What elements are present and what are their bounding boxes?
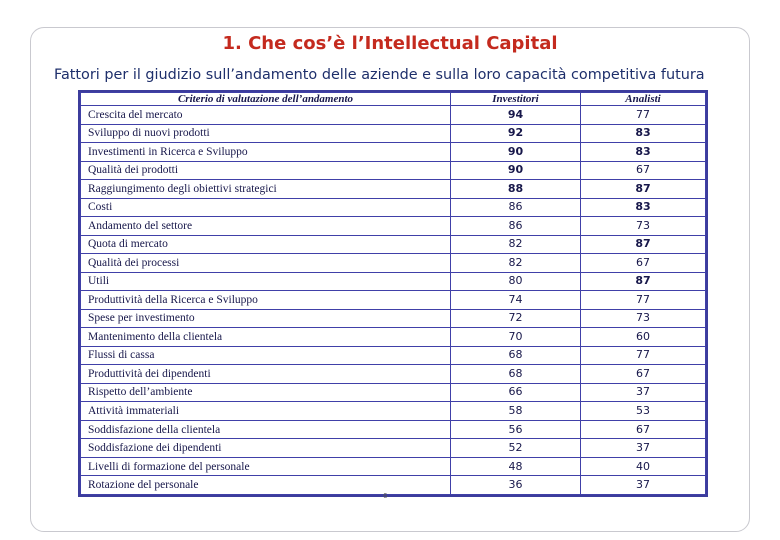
table-row	[81, 180, 706, 199]
criterio-cell: Utili	[81, 272, 451, 291]
criterio-cell: Mantenimento della clientela	[81, 328, 451, 347]
analisti-cell: 87	[581, 180, 706, 199]
analisti-cell: 40	[581, 457, 706, 476]
investitori-cell: 70	[451, 328, 581, 347]
investitori-cell: 72	[451, 309, 581, 328]
header-analisti: Analisti	[581, 93, 706, 106]
header-investitori: Investitori	[451, 93, 581, 106]
criterio-cell: Rispetto dell’ambiente	[81, 383, 451, 402]
investitori-cell: 58	[451, 402, 581, 421]
analisti-cell: 53	[581, 402, 706, 421]
criterio-cell: Livelli di formazione del personale	[81, 457, 451, 476]
analisti-cell: 73	[581, 309, 706, 328]
analisti-cell: 37	[581, 439, 706, 458]
table-row	[81, 235, 706, 254]
analisti-cell: 77	[581, 106, 706, 125]
criterio-cell: Soddisfazione della clientela	[81, 420, 451, 439]
investitori-cell: 82	[451, 254, 581, 273]
analisti-cell: 83	[581, 124, 706, 143]
investitori-cell: 36	[451, 476, 581, 495]
criterio-cell: Produttività della Ricerca e Sviluppo	[81, 291, 451, 310]
investitori-cell: 66	[451, 383, 581, 402]
analisti-cell: 87	[581, 272, 706, 291]
analisti-cell: 67	[581, 254, 706, 273]
investitori-cell: 68	[451, 346, 581, 365]
criterio-cell: Sviluppo di nuovi prodotti	[81, 124, 451, 143]
criterio-cell: Soddisfazione dei dipendenti	[81, 439, 451, 458]
criterio-cell: Qualità dei prodotti	[81, 161, 451, 180]
investitori-cell: 82	[451, 235, 581, 254]
investitori-cell: 88	[451, 180, 581, 199]
analisti-cell: 37	[581, 476, 706, 495]
table-row	[81, 143, 706, 162]
criterio-cell: Investimenti in Ricerca e Sviluppo	[81, 143, 451, 162]
investitori-cell: 56	[451, 420, 581, 439]
analisti-cell: 83	[581, 198, 706, 217]
header-criterio: Criterio di valutazione dell’andamento	[81, 93, 451, 106]
analisti-cell: 60	[581, 328, 706, 347]
table-row	[81, 217, 706, 236]
criterio-cell: Crescita del mercato	[81, 106, 451, 125]
criterio-cell: Spese per investimento	[81, 309, 451, 328]
investitori-cell: 90	[451, 143, 581, 162]
investitori-cell: 86	[451, 217, 581, 236]
investitori-cell: 52	[451, 439, 581, 458]
analisti-cell: 77	[581, 346, 706, 365]
page-number: 6	[383, 492, 388, 500]
table-row	[81, 328, 706, 347]
analisti-cell: 73	[581, 217, 706, 236]
criterio-cell: Andamento del settore	[81, 217, 451, 236]
investitori-cell: 90	[451, 161, 581, 180]
table-row	[81, 402, 706, 421]
table-row	[81, 476, 706, 495]
criterio-cell: Flussi di cassa	[81, 346, 451, 365]
table-row	[81, 198, 706, 217]
table-row	[81, 106, 706, 125]
table-header-row	[81, 93, 706, 106]
criterio-cell: Rotazione del personale	[81, 476, 451, 495]
investitori-cell: 92	[451, 124, 581, 143]
table-row	[81, 291, 706, 310]
ranking-table	[80, 92, 706, 495]
criterio-cell: Attività immateriali	[81, 402, 451, 421]
criterio-cell: Raggiungimento degli obiettivi strategici	[81, 180, 451, 199]
investitori-cell: 86	[451, 198, 581, 217]
table-row	[81, 309, 706, 328]
table-row	[81, 439, 706, 458]
table-row	[81, 272, 706, 291]
criterio-cell: Quota di mercato	[81, 235, 451, 254]
table-row	[81, 161, 706, 180]
investitori-cell: 94	[451, 106, 581, 125]
investitori-cell: 74	[451, 291, 581, 310]
table-row	[81, 365, 706, 384]
criterio-cell: Costi	[81, 198, 451, 217]
analisti-cell: 67	[581, 365, 706, 384]
table-body	[81, 106, 706, 495]
table-row	[81, 254, 706, 273]
slide-title: 1. Che cos’è l’Intellectual Capital	[222, 33, 558, 54]
analisti-cell: 77	[581, 291, 706, 310]
slide-subtitle: Fattori per il giudizio sull’andamento delle aziende e sulla loro capacità competitiva futura	[54, 67, 705, 83]
criterio-cell: Qualità dei processi	[81, 254, 451, 273]
criterio-cell: Produttività dei dipendenti	[81, 365, 451, 384]
analisti-cell: 37	[581, 383, 706, 402]
analisti-cell: 67	[581, 420, 706, 439]
investitori-cell: 80	[451, 272, 581, 291]
investitori-cell: 68	[451, 365, 581, 384]
table-row	[81, 124, 706, 143]
table-row	[81, 457, 706, 476]
analisti-cell: 67	[581, 161, 706, 180]
table-row	[81, 420, 706, 439]
analisti-cell: 83	[581, 143, 706, 162]
investitori-cell: 48	[451, 457, 581, 476]
analisti-cell: 87	[581, 235, 706, 254]
table-row	[81, 383, 706, 402]
ranking-table-container	[78, 90, 708, 497]
table-row	[81, 346, 706, 365]
